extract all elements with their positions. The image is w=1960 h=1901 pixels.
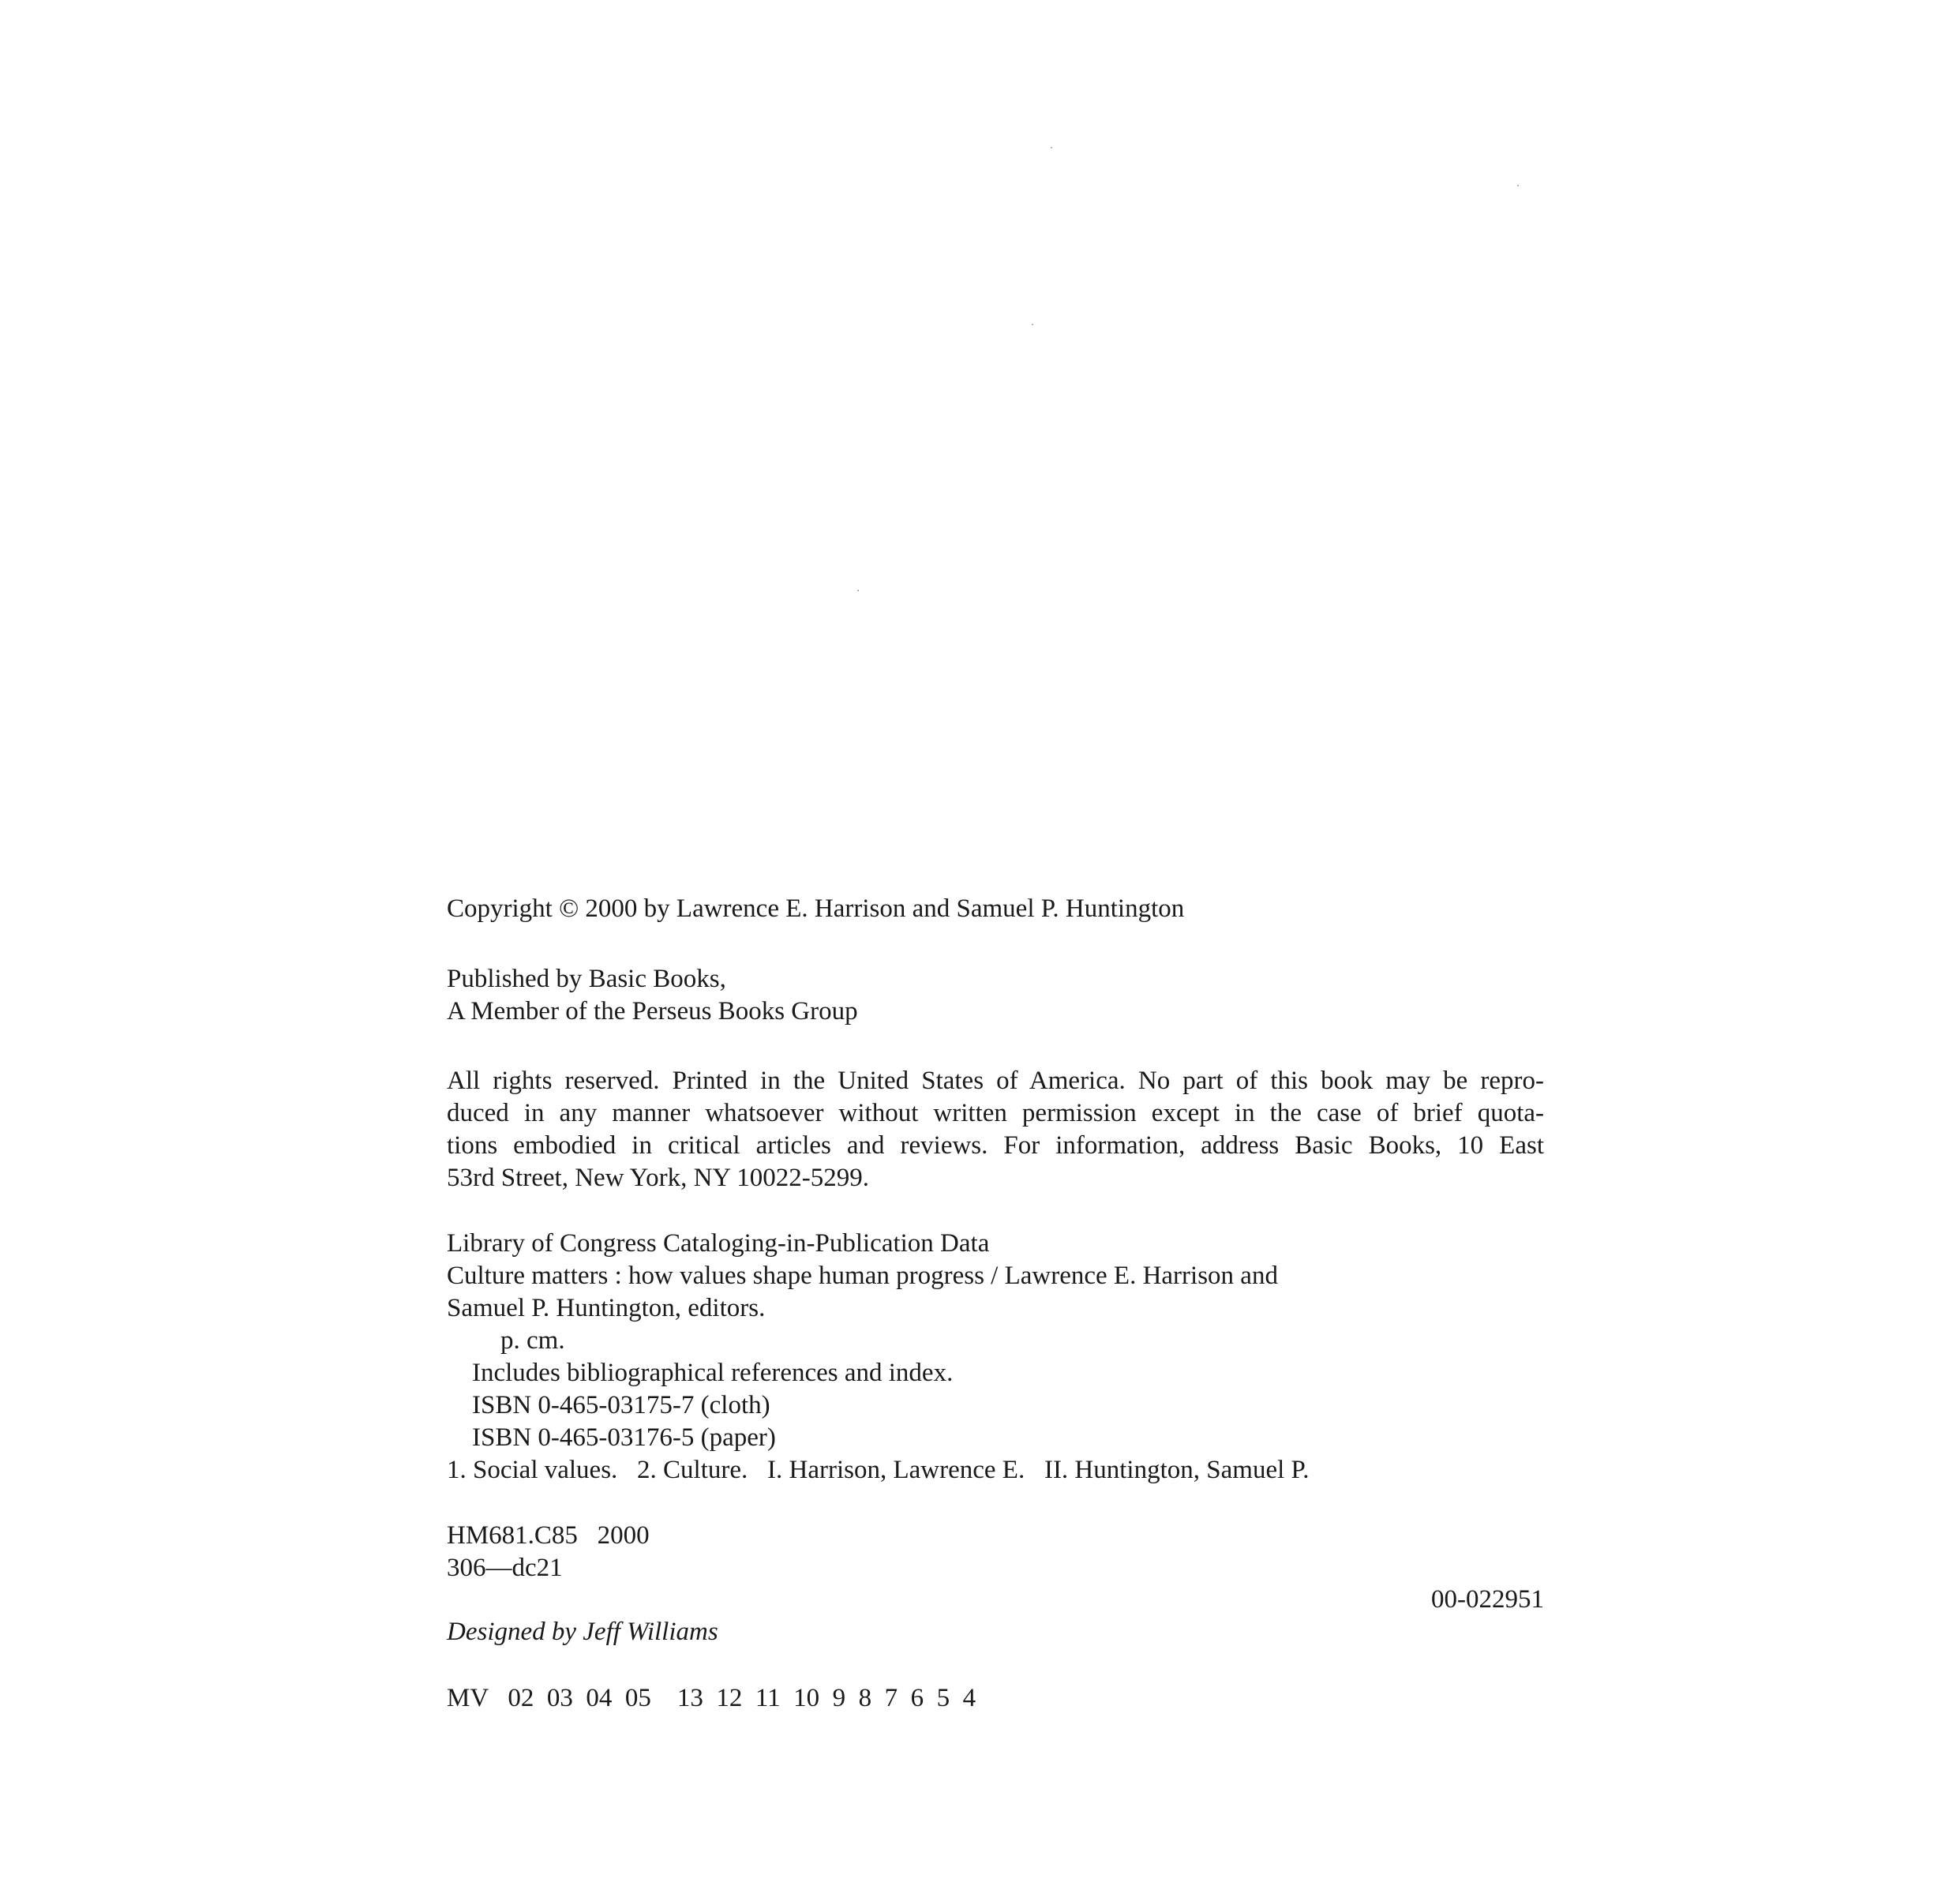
call-number: HM681.C85 2000 (447, 1521, 650, 1550)
rights-line: All rights reserved. Printed in the United States of America. No part of this book may be repro- (447, 1067, 1544, 1095)
cip-title-line-1: Culture matters : how values shape human progress / Lawrence E. Harrison and (447, 1262, 1278, 1290)
publisher-block (447, 963, 1544, 1028)
scan-speck (857, 590, 859, 591)
classification-block (447, 1520, 1544, 1584)
publisher-line-2: A Member of the Perseus Books Group (447, 997, 858, 1025)
lccn: 00-022951 (1431, 1585, 1544, 1614)
scan-speck (1517, 185, 1519, 186)
dewey-number: 306—dc21 (447, 1554, 563, 1582)
cip-isbn-paper: ISBN 0-465-03176-5 (paper) (472, 1423, 776, 1452)
publisher-line-1: Published by Basic Books, (447, 965, 726, 993)
copyright-notice (447, 893, 1544, 925)
rights-line: duced in any manner whatsoever without written permission except in the case of brief quota- (447, 1099, 1544, 1127)
printing-line-text: MV 02 03 04 05 13 12 11 10 9 8 7 6 5 4 (447, 1684, 976, 1712)
designer-credit: Designed by Jeff Williams (447, 1618, 718, 1646)
cip-notes: Includes bibliographical references and index. (472, 1359, 954, 1387)
cip-heading: Library of Congress Cataloging-in-Publication Data (447, 1229, 990, 1258)
cip-subjects: 1. Social values. 2. Culture. I. Harrison, Lawrence E. II. Huntington, Samuel P. (447, 1456, 1310, 1484)
copyright-line: Copyright © 2000 by Lawrence E. Harrison and Samuel P. Huntington (447, 894, 1185, 923)
rights-line: 53rd Street, New York, NY 10022-5299. (447, 1164, 869, 1192)
cip-block (447, 1228, 1544, 1487)
rights-paragraph (447, 1065, 1544, 1194)
scan-speck (1051, 147, 1052, 148)
cip-pages: p. cm. (500, 1326, 565, 1355)
rights-line: tions embodied in critical articles and reviews. For information, address Basic Books, 10 East (447, 1131, 1544, 1160)
scan-speck (1032, 324, 1033, 325)
cip-title-line-2: Samuel P. Huntington, editors. (447, 1294, 766, 1322)
cip-isbn-cloth: ISBN 0-465-03175-7 (cloth) (472, 1391, 770, 1419)
printing-line (447, 1682, 1544, 1715)
